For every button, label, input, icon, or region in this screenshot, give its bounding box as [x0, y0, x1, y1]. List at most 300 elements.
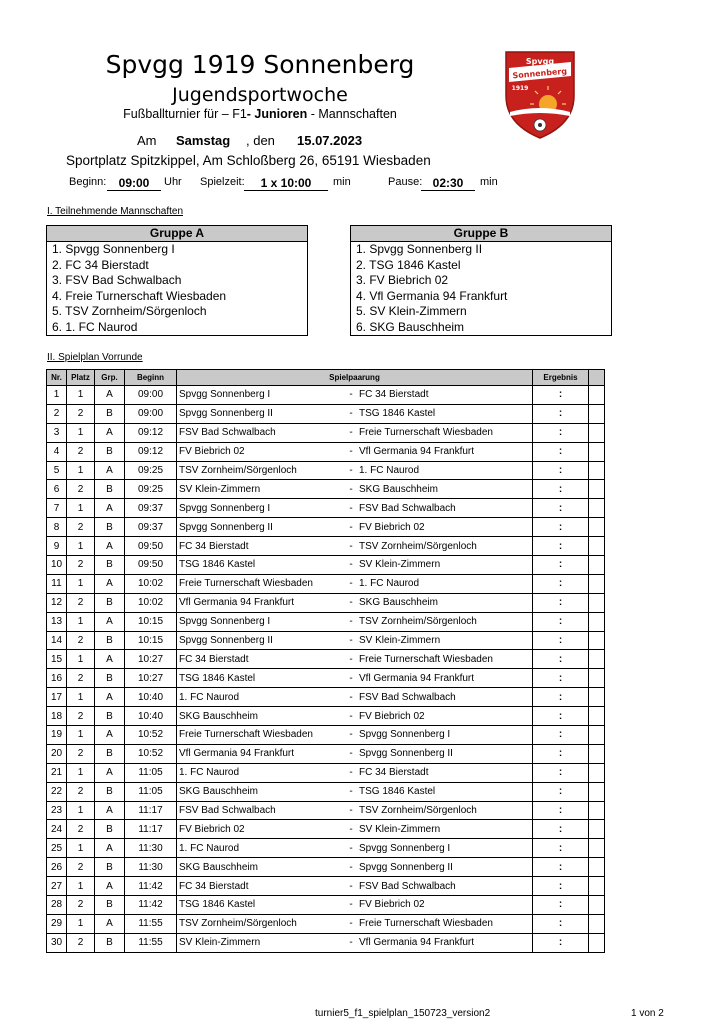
pairing-dash: - [349, 710, 353, 722]
match-result: : [533, 631, 589, 650]
gruppe-b-team: 2. TSG 1846 Kastel [356, 257, 461, 272]
match-platz: 2 [67, 896, 95, 915]
match-extra [589, 518, 605, 537]
table-header-row [47, 370, 605, 386]
away-team: Freie Turnerschaft Wiesbaden [359, 918, 493, 930]
match-group: A [95, 726, 125, 745]
section-teams-heading: I. Teilnehmende Mannschaften [47, 206, 184, 217]
home-team: Spvgg Sonnenberg I [179, 389, 271, 401]
match-platz: 1 [67, 574, 95, 593]
col-platz-header: Platz [67, 370, 95, 386]
svg-text:Sonnenberg: Sonnenberg [512, 66, 568, 81]
match-nr: 13 [47, 612, 67, 631]
match-pairing [177, 499, 533, 518]
match-time: 10:40 [125, 707, 177, 726]
club-title: Spvgg 1919 Sonnenberg [105, 50, 415, 79]
away-team: SKG Bauschheim [359, 483, 438, 495]
match-result: : [533, 877, 589, 896]
match-pairing [177, 820, 533, 839]
match-extra [589, 631, 605, 650]
table-row [47, 386, 605, 405]
match-pairing [177, 896, 533, 915]
match-extra [589, 593, 605, 612]
gruppe-a-title: Gruppe A [47, 226, 307, 242]
match-nr: 8 [47, 518, 67, 537]
match-time: 10:27 [125, 650, 177, 669]
gruppe-b-team: 3. FV Biebrich 02 [356, 273, 449, 287]
gruppe-a-team: 4. Freie Turnerschaft Wiesbaden [52, 288, 227, 303]
match-platz: 1 [67, 537, 95, 556]
away-team: Spvgg Sonnenberg I [359, 842, 451, 854]
home-team: TSV Zornheim/Sörgenloch [179, 918, 297, 930]
home-team: Vfl Germania 94 Frankfurt [179, 597, 295, 609]
match-group: B [95, 556, 125, 575]
match-nr: 25 [47, 839, 67, 858]
col-spielpaarung-header: Spielpaarung [177, 370, 533, 386]
match-nr: 9 [47, 537, 67, 556]
spielzeit-value: 1 x 10:00 [244, 176, 328, 191]
match-platz: 1 [67, 461, 95, 480]
pairing-dash: - [349, 389, 353, 401]
pairing-dash: - [349, 502, 353, 514]
match-extra [589, 839, 605, 858]
gruppe-a-box [46, 225, 308, 336]
match-nr: 23 [47, 801, 67, 820]
match-pairing [177, 423, 533, 442]
home-team: TSG 1846 Kastel [179, 559, 256, 571]
pairing-dash: - [349, 861, 353, 873]
away-team: Spvgg Sonnenberg I [359, 729, 451, 741]
match-platz: 2 [67, 744, 95, 763]
match-pairing [177, 480, 533, 499]
match-pairing [177, 839, 533, 858]
match-time: 09:37 [125, 499, 177, 518]
match-platz: 1 [67, 801, 95, 820]
match-result: : [533, 744, 589, 763]
schedule-table [46, 369, 605, 953]
match-nr: 4 [47, 442, 67, 461]
match-platz: 2 [67, 820, 95, 839]
match-group: B [95, 744, 125, 763]
match-group: B [95, 404, 125, 423]
col-beginn-header: Beginn [125, 370, 177, 386]
match-nr: 30 [47, 933, 67, 952]
match-extra [589, 933, 605, 952]
gruppe-b-team: 6. SKG Bauschheim [356, 319, 465, 334]
table-row [47, 820, 605, 839]
match-group: B [95, 858, 125, 877]
match-nr: 11 [47, 574, 67, 593]
tournament-bold: - Junioren [246, 107, 308, 121]
match-result: : [533, 896, 589, 915]
match-result: : [533, 839, 589, 858]
home-team: TSG 1846 Kastel [179, 899, 256, 911]
gruppe-b-title: Gruppe B [351, 226, 611, 242]
match-time: 10:02 [125, 593, 177, 612]
table-row [47, 801, 605, 820]
match-time: 09:00 [125, 386, 177, 405]
match-platz: 2 [67, 480, 95, 499]
table-row [47, 744, 605, 763]
match-pairing [177, 914, 533, 933]
away-team: Freie Turnerschaft Wiesbaden [359, 427, 493, 439]
match-pairing [177, 688, 533, 707]
match-result: : [533, 423, 589, 442]
table-row [47, 499, 605, 518]
match-extra [589, 480, 605, 499]
match-group: B [95, 631, 125, 650]
home-team: Vfl Germania 94 Frankfurt [179, 748, 295, 760]
gruppe-a-team: 6. 1. FC Naurod [52, 319, 138, 334]
match-nr: 17 [47, 688, 67, 707]
match-pairing [177, 404, 533, 423]
match-platz: 1 [67, 499, 95, 518]
away-team: FC 34 Bierstadt [359, 389, 429, 401]
match-time: 10:02 [125, 574, 177, 593]
pairing-dash: - [349, 540, 353, 552]
spielzeit-label: Spielzeit: [200, 176, 245, 188]
pairing-dash: - [349, 729, 353, 741]
home-team: Freie Turnerschaft Wiesbaden [179, 729, 313, 741]
match-nr: 26 [47, 858, 67, 877]
match-pairing [177, 801, 533, 820]
match-pairing [177, 574, 533, 593]
away-team: Vfl Germania 94 Frankfurt [359, 446, 475, 458]
match-platz: 2 [67, 858, 95, 877]
match-group: A [95, 574, 125, 593]
away-team: TSV Zornheim/Sörgenloch [359, 805, 477, 817]
match-pairing [177, 537, 533, 556]
away-team: TSV Zornheim/Sörgenloch [359, 540, 477, 552]
match-result: : [533, 801, 589, 820]
gruppe-a-team: 1. Spvgg Sonnenberg I [52, 242, 175, 256]
match-extra [589, 744, 605, 763]
table-row [47, 763, 605, 782]
table-row [47, 423, 605, 442]
match-group: B [95, 782, 125, 801]
pairing-dash: - [349, 767, 353, 779]
away-team: SV Klein-Zimmern [359, 823, 441, 835]
match-nr: 1 [47, 386, 67, 405]
event-title: Jugendsportwoche [172, 84, 348, 106]
match-group: B [95, 593, 125, 612]
pairing-dash: - [349, 578, 353, 590]
match-result: : [533, 914, 589, 933]
match-time: 11:30 [125, 858, 177, 877]
pairing-dash: - [349, 691, 353, 703]
match-platz: 1 [67, 726, 95, 745]
match-nr: 15 [47, 650, 67, 669]
home-team: Spvgg Sonnenberg I [179, 616, 271, 628]
match-time: 10:52 [125, 726, 177, 745]
match-time: 11:05 [125, 763, 177, 782]
away-team: SV Klein-Zimmern [359, 635, 441, 647]
match-nr: 6 [47, 480, 67, 499]
home-team: FC 34 Bierstadt [179, 653, 249, 665]
match-result: : [533, 707, 589, 726]
match-extra [589, 442, 605, 461]
match-time: 11:05 [125, 782, 177, 801]
match-time: 09:00 [125, 404, 177, 423]
match-nr: 27 [47, 877, 67, 896]
match-result: : [533, 574, 589, 593]
away-team: Freie Turnerschaft Wiesbaden [359, 653, 493, 665]
match-result: : [533, 404, 589, 423]
match-extra [589, 537, 605, 556]
away-team: Vfl Germania 94 Frankfurt [359, 672, 475, 684]
pairing-dash: - [349, 786, 353, 798]
home-team: 1. FC Naurod [179, 691, 240, 703]
match-extra [589, 688, 605, 707]
svg-text:Spvgg: Spvgg [525, 57, 555, 66]
match-time: 10:40 [125, 688, 177, 707]
away-team: TSG 1846 Kastel [359, 786, 436, 798]
home-team: FSV Bad Schwalbach [179, 805, 276, 817]
match-extra [589, 404, 605, 423]
match-extra [589, 820, 605, 839]
match-group: A [95, 763, 125, 782]
match-pairing [177, 726, 533, 745]
away-team: SV Klein-Zimmern [359, 559, 441, 571]
match-extra [589, 858, 605, 877]
table-row [47, 688, 605, 707]
venue: Sportplatz Spitzkippel, Am Schloßberg 26, 65191 Wiesbaden [66, 153, 431, 168]
pause-value: 02:30 [421, 176, 475, 191]
table-row [47, 593, 605, 612]
match-group: A [95, 650, 125, 669]
match-nr: 19 [47, 726, 67, 745]
table-row [47, 461, 605, 480]
date-value: 15.07.2023 [297, 133, 363, 148]
match-platz: 1 [67, 763, 95, 782]
match-nr: 10 [47, 556, 67, 575]
pairing-dash: - [349, 427, 353, 439]
home-team: Spvgg Sonnenberg II [179, 521, 273, 533]
home-team: 1. FC Naurod [179, 842, 240, 854]
match-result: : [533, 386, 589, 405]
match-result: : [533, 480, 589, 499]
gruppe-b-team: 1. Spvgg Sonnenberg II [356, 242, 483, 256]
pairing-dash: - [349, 805, 353, 817]
match-group: A [95, 612, 125, 631]
gruppe-a-team: 5. TSV Zornheim/Sörgenloch [52, 304, 207, 318]
match-group: A [95, 914, 125, 933]
match-group: A [95, 877, 125, 896]
match-time: 11:30 [125, 839, 177, 858]
match-result: : [533, 650, 589, 669]
match-time: 11:55 [125, 933, 177, 952]
gruppe-b-team: 5. SV Klein-Zimmern [356, 304, 467, 318]
match-extra [589, 386, 605, 405]
match-pairing [177, 650, 533, 669]
table-row [47, 669, 605, 688]
match-platz: 1 [67, 914, 95, 933]
match-group: A [95, 537, 125, 556]
pairing-dash: - [349, 408, 353, 420]
match-group: B [95, 896, 125, 915]
away-team: FV Biebrich 02 [359, 899, 425, 911]
match-nr: 5 [47, 461, 67, 480]
match-platz: 2 [67, 442, 95, 461]
match-result: : [533, 726, 589, 745]
away-team: 1. FC Naurod [359, 578, 420, 590]
match-platz: 2 [67, 593, 95, 612]
away-team: FV Biebrich 02 [359, 710, 425, 722]
away-team: TSV Zornheim/Sörgenloch [359, 616, 477, 628]
match-pairing [177, 707, 533, 726]
match-pairing [177, 631, 533, 650]
gruppe-a-team: 2. FC 34 Bierstadt [52, 257, 149, 272]
away-team: FSV Bad Schwalbach [359, 880, 456, 892]
pairing-dash: - [349, 653, 353, 665]
home-team: Spvgg Sonnenberg II [179, 408, 273, 420]
pairing-dash: - [349, 842, 353, 854]
match-time: 11:42 [125, 896, 177, 915]
match-nr: 22 [47, 782, 67, 801]
gruppe-b-box [350, 225, 612, 336]
table-row [47, 858, 605, 877]
match-extra [589, 877, 605, 896]
am-label: Am [137, 133, 157, 148]
match-extra [589, 669, 605, 688]
day-value: Samstag [176, 133, 231, 148]
match-time: 11:55 [125, 914, 177, 933]
match-group: B [95, 669, 125, 688]
match-result: : [533, 933, 589, 952]
match-group: B [95, 707, 125, 726]
match-platz: 2 [67, 933, 95, 952]
table-row [47, 574, 605, 593]
home-team: SKG Bauschheim [179, 710, 258, 722]
match-time: 11:17 [125, 820, 177, 839]
home-team: Freie Turnerschaft Wiesbaden [179, 578, 313, 590]
table-row [47, 782, 605, 801]
home-team: FV Biebrich 02 [179, 446, 245, 458]
home-team: FV Biebrich 02 [179, 823, 245, 835]
match-group: A [95, 499, 125, 518]
match-platz: 1 [67, 650, 95, 669]
match-nr: 7 [47, 499, 67, 518]
footer-filename: turnier5_f1_spielplan_150723_version2 [315, 1008, 491, 1019]
pairing-dash: - [349, 937, 353, 949]
match-pairing [177, 612, 533, 631]
table-row [47, 914, 605, 933]
match-pairing [177, 461, 533, 480]
match-group: A [95, 839, 125, 858]
match-group: A [95, 801, 125, 820]
match-time: 09:37 [125, 518, 177, 537]
col-empty-header [589, 370, 605, 386]
match-result: : [533, 537, 589, 556]
match-platz: 1 [67, 877, 95, 896]
tournament-prefix: Fußballturnier für – F1 [123, 107, 247, 121]
away-team: Spvgg Sonnenberg II [359, 861, 453, 873]
match-nr: 29 [47, 914, 67, 933]
pairing-dash: - [349, 483, 353, 495]
pairing-dash: - [349, 823, 353, 835]
away-team: FC 34 Bierstadt [359, 767, 429, 779]
pairing-dash: - [349, 918, 353, 930]
beginn-value: 09:00 [107, 176, 161, 191]
table-row [47, 442, 605, 461]
home-team: SV Klein-Zimmern [179, 937, 261, 949]
match-result: : [533, 669, 589, 688]
match-time: 09:25 [125, 480, 177, 499]
pairing-dash: - [349, 559, 353, 571]
match-result: : [533, 593, 589, 612]
match-platz: 2 [67, 556, 95, 575]
away-team: FSV Bad Schwalbach [359, 502, 456, 514]
home-team: 1. FC Naurod [179, 767, 240, 779]
match-time: 10:15 [125, 612, 177, 631]
match-pairing [177, 858, 533, 877]
match-result: : [533, 518, 589, 537]
match-platz: 2 [67, 782, 95, 801]
match-group: B [95, 442, 125, 461]
match-nr: 2 [47, 404, 67, 423]
home-team: FC 34 Bierstadt [179, 540, 249, 552]
match-platz: 1 [67, 839, 95, 858]
match-time: 10:15 [125, 631, 177, 650]
match-platz: 2 [67, 404, 95, 423]
match-result: : [533, 782, 589, 801]
match-result: : [533, 820, 589, 839]
match-nr: 14 [47, 631, 67, 650]
match-extra [589, 556, 605, 575]
match-result: : [533, 612, 589, 631]
match-group: A [95, 461, 125, 480]
min-label: min [333, 176, 351, 188]
pairing-dash: - [349, 899, 353, 911]
home-team: TSV Zornheim/Sörgenloch [179, 465, 297, 476]
match-pairing [177, 556, 533, 575]
match-extra [589, 707, 605, 726]
beginn-label: Beginn: [69, 176, 107, 188]
home-team: FC 34 Bierstadt [179, 880, 249, 892]
gruppe-a-team: 3. FSV Bad Schwalbach [52, 273, 182, 287]
match-time: 11:42 [125, 877, 177, 896]
table-row [47, 839, 605, 858]
match-pairing [177, 877, 533, 896]
home-team: SKG Bauschheim [179, 786, 258, 798]
match-platz: 2 [67, 669, 95, 688]
pairing-dash: - [349, 597, 353, 609]
match-extra [589, 461, 605, 480]
match-nr: 28 [47, 896, 67, 915]
match-time: 10:27 [125, 669, 177, 688]
match-nr: 3 [47, 423, 67, 442]
match-nr: 18 [47, 707, 67, 726]
match-result: : [533, 442, 589, 461]
match-time: 09:25 [125, 461, 177, 480]
home-team: SV Klein-Zimmern [179, 483, 261, 495]
table-row [47, 896, 605, 915]
match-pairing [177, 442, 533, 461]
tournament-suffix: - Mannschaften [307, 107, 397, 121]
table-row [47, 480, 605, 499]
match-nr: 24 [47, 820, 67, 839]
match-pairing [177, 669, 533, 688]
match-extra [589, 763, 605, 782]
match-group: A [95, 386, 125, 405]
table-row [47, 631, 605, 650]
match-platz: 1 [67, 688, 95, 707]
match-pairing [177, 782, 533, 801]
match-group: A [95, 688, 125, 707]
match-platz: 1 [67, 386, 95, 405]
shield-icon [502, 46, 578, 140]
pairing-dash: - [349, 880, 353, 892]
